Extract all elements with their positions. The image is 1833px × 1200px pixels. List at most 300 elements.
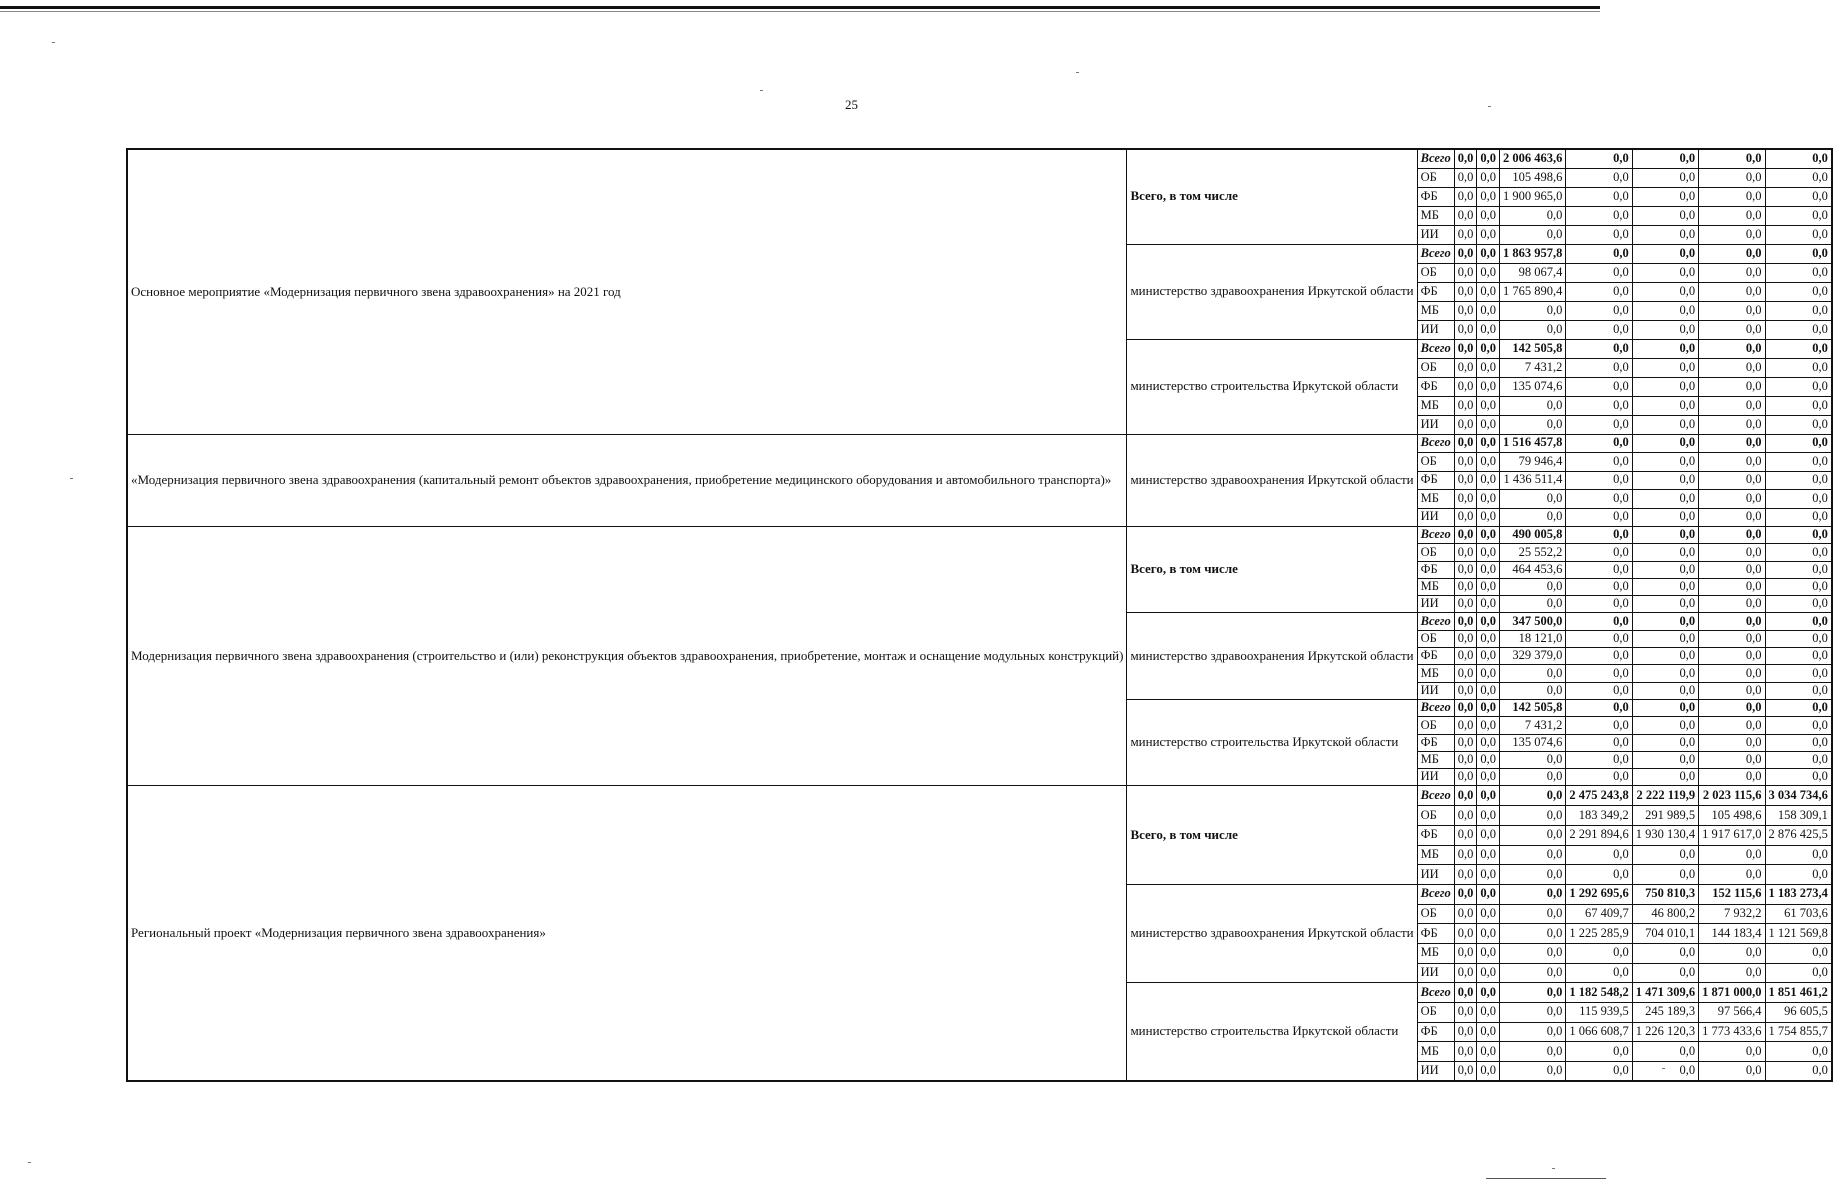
amount-cell: 0,0 xyxy=(1454,1022,1477,1042)
amount-cell: 0,0 xyxy=(1454,806,1477,826)
amount-cell: 0,0 xyxy=(1632,527,1698,544)
amount-cell: 1 225 285,9 xyxy=(1566,924,1632,944)
amount-cell: 0,0 xyxy=(1477,320,1500,339)
amount-cell: 0,0 xyxy=(1477,769,1500,786)
amount-cell: 0,0 xyxy=(1454,682,1477,699)
amount-cell: 0,0 xyxy=(1454,339,1477,358)
amount-cell: 490 005,8 xyxy=(1500,527,1566,544)
amount-cell: 0,0 xyxy=(1699,699,1765,716)
amount-cell: 0,0 xyxy=(1765,1042,1832,1062)
funding-source: ОБ xyxy=(1417,453,1454,472)
amount-cell: 0,0 xyxy=(1632,717,1698,734)
amount-cell: 0,0 xyxy=(1454,884,1477,904)
amount-cell: 2 876 425,5 xyxy=(1765,825,1832,845)
amount-cell: 0,0 xyxy=(1500,769,1566,786)
amount-cell: 0,0 xyxy=(1477,983,1500,1003)
budget-table-body xyxy=(127,149,1832,1081)
funding-source: Всего xyxy=(1417,244,1454,263)
amount-cell: 0,0 xyxy=(1632,244,1698,263)
amount-cell: 0,0 xyxy=(1632,263,1698,282)
amount-cell: 0,0 xyxy=(1699,453,1765,472)
amount-cell: 0,0 xyxy=(1566,168,1632,187)
amount-cell: 0,0 xyxy=(1500,943,1566,963)
amount-cell: 0,0 xyxy=(1454,734,1477,751)
amount-cell: 0,0 xyxy=(1765,682,1832,699)
table-row xyxy=(127,434,1832,453)
amount-cell: 0,0 xyxy=(1566,699,1632,716)
amount-cell: 0,0 xyxy=(1477,471,1500,490)
amount-cell: 0,0 xyxy=(1454,845,1477,865)
funding-source: ИИ xyxy=(1417,415,1454,434)
executor-name: Всего, в том числе xyxy=(1127,149,1417,244)
amount-cell: 0,0 xyxy=(1454,613,1477,630)
amount-cell: 0,0 xyxy=(1765,734,1832,751)
amount-cell: 0,0 xyxy=(1765,434,1832,453)
amount-cell: 0,0 xyxy=(1566,682,1632,699)
amount-cell: 0,0 xyxy=(1454,963,1477,983)
amount-cell: 0,0 xyxy=(1500,225,1566,244)
amount-cell: 0,0 xyxy=(1699,769,1765,786)
amount-cell: 0,0 xyxy=(1500,490,1566,509)
amount-cell: 2 475 243,8 xyxy=(1566,786,1632,806)
amount-cell: 46 800,2 xyxy=(1632,904,1698,924)
amount-cell: 0,0 xyxy=(1566,149,1632,168)
amount-cell: 1 182 548,2 xyxy=(1566,983,1632,1003)
executor-name: министерство строительства Иркутской области xyxy=(1127,983,1417,1081)
executor-name: Всего, в том числе xyxy=(1127,527,1417,613)
amount-cell: 0,0 xyxy=(1765,578,1832,595)
amount-cell: 0,0 xyxy=(1477,943,1500,963)
executor-name: министерство здравоохранения Иркутской области xyxy=(1127,434,1417,527)
amount-cell: 0,0 xyxy=(1500,884,1566,904)
amount-cell: 0,0 xyxy=(1477,630,1500,647)
amount-cell: 0,0 xyxy=(1477,508,1500,527)
funding-source: ИИ xyxy=(1417,682,1454,699)
amount-cell: 0,0 xyxy=(1699,751,1765,768)
amount-cell: 0,0 xyxy=(1454,1062,1477,1082)
amount-cell: 0,0 xyxy=(1765,630,1832,647)
funding-source: ФБ xyxy=(1417,825,1454,845)
amount-cell: 0,0 xyxy=(1454,983,1477,1003)
amount-cell: 1 516 457,8 xyxy=(1500,434,1566,453)
amount-cell: 0,0 xyxy=(1765,244,1832,263)
amount-cell: 0,0 xyxy=(1699,508,1765,527)
amount-cell: 0,0 xyxy=(1454,225,1477,244)
amount-cell: 0,0 xyxy=(1765,263,1832,282)
amount-cell: 0,0 xyxy=(1454,924,1477,944)
amount-cell: 0,0 xyxy=(1454,786,1477,806)
amount-cell: 0,0 xyxy=(1477,282,1500,301)
amount-cell: 0,0 xyxy=(1566,665,1632,682)
scan-top-border xyxy=(0,6,1600,9)
funding-source: ОБ xyxy=(1417,806,1454,826)
amount-cell: 0,0 xyxy=(1566,648,1632,665)
amount-cell: 0,0 xyxy=(1477,453,1500,472)
amount-cell: 0,0 xyxy=(1500,596,1566,613)
amount-cell: 0,0 xyxy=(1632,225,1698,244)
amount-cell: 0,0 xyxy=(1566,943,1632,963)
amount-cell: 2 006 463,6 xyxy=(1500,149,1566,168)
amount-cell: 0,0 xyxy=(1454,149,1477,168)
amount-cell: 0,0 xyxy=(1500,924,1566,944)
amount-cell: 0,0 xyxy=(1454,665,1477,682)
amount-cell: 0,0 xyxy=(1500,206,1566,225)
amount-cell: 0,0 xyxy=(1699,149,1765,168)
amount-cell: 0,0 xyxy=(1477,845,1500,865)
amount-cell: 0,0 xyxy=(1699,943,1765,963)
executor-name: Всего, в том числе xyxy=(1127,786,1417,884)
amount-cell: 0,0 xyxy=(1765,544,1832,561)
funding-source: Всего xyxy=(1417,434,1454,453)
amount-cell: 329 379,0 xyxy=(1500,648,1566,665)
amount-cell: 0,0 xyxy=(1632,206,1698,225)
amount-cell: 0,0 xyxy=(1566,187,1632,206)
amount-cell: 0,0 xyxy=(1566,630,1632,647)
amount-cell: 0,0 xyxy=(1500,751,1566,768)
amount-cell: 0,0 xyxy=(1765,396,1832,415)
amount-cell: 7 932,2 xyxy=(1699,904,1765,924)
funding-source: Всего xyxy=(1417,339,1454,358)
amount-cell: 0,0 xyxy=(1500,865,1566,885)
amount-cell: 0,0 xyxy=(1765,377,1832,396)
amount-cell: 0,0 xyxy=(1632,187,1698,206)
scan-speck xyxy=(52,42,55,43)
executor-name: министерство здравоохранения Иркутской области xyxy=(1127,244,1417,339)
amount-cell: 1 226 120,3 xyxy=(1632,1022,1698,1042)
amount-cell: 0,0 xyxy=(1765,751,1832,768)
amount-cell: 0,0 xyxy=(1500,983,1566,1003)
amount-cell: 0,0 xyxy=(1699,717,1765,734)
amount-cell: 0,0 xyxy=(1699,282,1765,301)
amount-cell: 0,0 xyxy=(1566,434,1632,453)
amount-cell: 0,0 xyxy=(1500,963,1566,983)
amount-cell: 0,0 xyxy=(1477,434,1500,453)
amount-cell: 0,0 xyxy=(1699,613,1765,630)
amount-cell: 0,0 xyxy=(1566,1042,1632,1062)
amount-cell: 0,0 xyxy=(1454,769,1477,786)
amount-cell: 0,0 xyxy=(1632,282,1698,301)
amount-cell: 0,0 xyxy=(1632,630,1698,647)
funding-source: ИИ xyxy=(1417,320,1454,339)
amount-cell: 183 349,2 xyxy=(1566,806,1632,826)
amount-cell: 0,0 xyxy=(1566,206,1632,225)
amount-cell: 1 851 461,2 xyxy=(1765,983,1832,1003)
amount-cell: 0,0 xyxy=(1477,904,1500,924)
amount-cell: 1 183 273,4 xyxy=(1765,884,1832,904)
amount-cell: 0,0 xyxy=(1477,149,1500,168)
funding-source: ФБ xyxy=(1417,561,1454,578)
amount-cell: 0,0 xyxy=(1500,682,1566,699)
section-name: Основное мероприятие «Модернизация первичного звена здравоохранения» на 2021 год xyxy=(127,149,1127,434)
amount-cell: 0,0 xyxy=(1454,825,1477,845)
funding-source: ФБ xyxy=(1417,1022,1454,1042)
amount-cell: 0,0 xyxy=(1632,544,1698,561)
amount-cell: 0,0 xyxy=(1699,1062,1765,1082)
amount-cell: 0,0 xyxy=(1500,1022,1566,1042)
amount-cell: 0,0 xyxy=(1632,943,1698,963)
amount-cell: 0,0 xyxy=(1765,943,1832,963)
funding-source: ФБ xyxy=(1417,377,1454,396)
amount-cell: 0,0 xyxy=(1699,865,1765,885)
amount-cell: 0,0 xyxy=(1632,682,1698,699)
scan-speck xyxy=(28,1162,31,1163)
amount-cell: 0,0 xyxy=(1632,699,1698,716)
amount-cell: 135 074,6 xyxy=(1500,734,1566,751)
amount-cell: 0,0 xyxy=(1566,377,1632,396)
amount-cell: 0,0 xyxy=(1632,508,1698,527)
amount-cell: 0,0 xyxy=(1632,613,1698,630)
amount-cell: 0,0 xyxy=(1477,527,1500,544)
amount-cell: 135 074,6 xyxy=(1500,377,1566,396)
amount-cell: 0,0 xyxy=(1765,206,1832,225)
amount-cell: 704 010,1 xyxy=(1632,924,1698,944)
amount-cell: 2 291 894,6 xyxy=(1566,825,1632,845)
amount-cell: 0,0 xyxy=(1500,578,1566,595)
amount-cell: 0,0 xyxy=(1454,490,1477,509)
amount-cell: 0,0 xyxy=(1454,453,1477,472)
amount-cell: 0,0 xyxy=(1454,301,1477,320)
amount-cell: 0,0 xyxy=(1566,613,1632,630)
funding-source: МБ xyxy=(1417,490,1454,509)
amount-cell: 1 471 309,6 xyxy=(1632,983,1698,1003)
amount-cell: 0,0 xyxy=(1566,320,1632,339)
amount-cell: 0,0 xyxy=(1477,206,1500,225)
amount-cell: 0,0 xyxy=(1566,561,1632,578)
amount-cell: 0,0 xyxy=(1699,490,1765,509)
amount-cell: 0,0 xyxy=(1477,1022,1500,1042)
amount-cell: 0,0 xyxy=(1500,1003,1566,1023)
amount-cell: 0,0 xyxy=(1477,963,1500,983)
amount-cell: 1 871 000,0 xyxy=(1699,983,1765,1003)
funding-source: Всего xyxy=(1417,884,1454,904)
amount-cell: 2 023 115,6 xyxy=(1699,786,1765,806)
amount-cell: 0,0 xyxy=(1454,471,1477,490)
amount-cell: 0,0 xyxy=(1454,904,1477,924)
amount-cell: 0,0 xyxy=(1477,717,1500,734)
amount-cell: 0,0 xyxy=(1500,665,1566,682)
scan-speck xyxy=(1076,72,1079,73)
amount-cell: 0,0 xyxy=(1632,561,1698,578)
amount-cell: 0,0 xyxy=(1765,717,1832,734)
funding-source: МБ xyxy=(1417,943,1454,963)
amount-cell: 0,0 xyxy=(1765,613,1832,630)
scan-speck xyxy=(1488,106,1491,107)
amount-cell: 0,0 xyxy=(1632,168,1698,187)
funding-source: Всего xyxy=(1417,786,1454,806)
amount-cell: 0,0 xyxy=(1477,1062,1500,1082)
amount-cell: 0,0 xyxy=(1477,225,1500,244)
amount-cell: 0,0 xyxy=(1699,301,1765,320)
amount-cell: 0,0 xyxy=(1765,301,1832,320)
amount-cell: 0,0 xyxy=(1477,734,1500,751)
amount-cell: 0,0 xyxy=(1477,490,1500,509)
amount-cell: 0,0 xyxy=(1454,168,1477,187)
amount-cell: 0,0 xyxy=(1699,320,1765,339)
amount-cell: 0,0 xyxy=(1454,544,1477,561)
amount-cell: 0,0 xyxy=(1632,453,1698,472)
amount-cell: 0,0 xyxy=(1454,358,1477,377)
funding-source: ИИ xyxy=(1417,963,1454,983)
amount-cell: 2 222 119,9 xyxy=(1632,786,1698,806)
amount-cell: 0,0 xyxy=(1477,786,1500,806)
amount-cell: 0,0 xyxy=(1699,1042,1765,1062)
amount-cell: 0,0 xyxy=(1454,596,1477,613)
amount-cell: 0,0 xyxy=(1632,396,1698,415)
funding-source: ФБ xyxy=(1417,648,1454,665)
amount-cell: 0,0 xyxy=(1477,263,1500,282)
amount-cell: 0,0 xyxy=(1632,751,1698,768)
amount-cell: 0,0 xyxy=(1765,769,1832,786)
amount-cell: 67 409,7 xyxy=(1566,904,1632,924)
amount-cell: 0,0 xyxy=(1454,320,1477,339)
funding-source: Всего xyxy=(1417,699,1454,716)
funding-source: Всего xyxy=(1417,983,1454,1003)
amount-cell: 0,0 xyxy=(1477,1042,1500,1062)
funding-source: ОБ xyxy=(1417,1003,1454,1023)
amount-cell: 0,0 xyxy=(1765,282,1832,301)
amount-cell: 0,0 xyxy=(1500,845,1566,865)
amount-cell: 0,0 xyxy=(1566,717,1632,734)
funding-source: ФБ xyxy=(1417,282,1454,301)
amount-cell: 0,0 xyxy=(1477,415,1500,434)
amount-cell: 0,0 xyxy=(1566,508,1632,527)
amount-cell: 0,0 xyxy=(1699,596,1765,613)
amount-cell: 0,0 xyxy=(1454,396,1477,415)
amount-cell: 96 605,5 xyxy=(1765,1003,1832,1023)
amount-cell: 0,0 xyxy=(1699,544,1765,561)
amount-cell: 0,0 xyxy=(1632,1062,1698,1082)
amount-cell: 0,0 xyxy=(1477,648,1500,665)
amount-cell: 0,0 xyxy=(1699,263,1765,282)
amount-cell: 0,0 xyxy=(1765,508,1832,527)
amount-cell: 0,0 xyxy=(1699,665,1765,682)
executor-name: министерство здравоохранения Иркутской области xyxy=(1127,884,1417,982)
funding-source: ИИ xyxy=(1417,596,1454,613)
funding-source: Всего xyxy=(1417,613,1454,630)
amount-cell: 0,0 xyxy=(1566,263,1632,282)
funding-source: ИИ xyxy=(1417,225,1454,244)
amount-cell: 0,0 xyxy=(1454,508,1477,527)
funding-source: ИИ xyxy=(1417,508,1454,527)
funding-source: ФБ xyxy=(1417,924,1454,944)
amount-cell: 0,0 xyxy=(1765,225,1832,244)
amount-cell: 0,0 xyxy=(1699,187,1765,206)
funding-source: МБ xyxy=(1417,578,1454,595)
amount-cell: 0,0 xyxy=(1632,377,1698,396)
amount-cell: 0,0 xyxy=(1500,806,1566,826)
amount-cell: 3 034 734,6 xyxy=(1765,786,1832,806)
amount-cell: 0,0 xyxy=(1699,963,1765,983)
amount-cell: 0,0 xyxy=(1632,490,1698,509)
amount-cell: 0,0 xyxy=(1699,845,1765,865)
amount-cell: 0,0 xyxy=(1454,578,1477,595)
amount-cell: 0,0 xyxy=(1765,845,1832,865)
amount-cell: 0,0 xyxy=(1765,963,1832,983)
funding-source: МБ xyxy=(1417,206,1454,225)
amount-cell: 0,0 xyxy=(1765,168,1832,187)
amount-cell: 0,0 xyxy=(1566,769,1632,786)
amount-cell: 0,0 xyxy=(1699,377,1765,396)
funding-source: ФБ xyxy=(1417,734,1454,751)
amount-cell: 0,0 xyxy=(1699,578,1765,595)
amount-cell: 0,0 xyxy=(1477,358,1500,377)
amount-cell: 152 115,6 xyxy=(1699,884,1765,904)
amount-cell: 0,0 xyxy=(1566,244,1632,263)
amount-cell: 0,0 xyxy=(1454,282,1477,301)
funding-source: ОБ xyxy=(1417,358,1454,377)
amount-cell: 0,0 xyxy=(1454,244,1477,263)
amount-cell: 0,0 xyxy=(1699,682,1765,699)
amount-cell: 0,0 xyxy=(1477,751,1500,768)
table-row xyxy=(127,149,1832,168)
amount-cell: 0,0 xyxy=(1477,596,1500,613)
amount-cell: 0,0 xyxy=(1765,561,1832,578)
amount-cell: 97 566,4 xyxy=(1699,1003,1765,1023)
amount-cell: 347 500,0 xyxy=(1500,613,1566,630)
amount-cell: 0,0 xyxy=(1699,648,1765,665)
amount-cell: 0,0 xyxy=(1454,206,1477,225)
amount-cell: 105 498,6 xyxy=(1699,806,1765,826)
amount-cell: 0,0 xyxy=(1699,339,1765,358)
amount-cell: 0,0 xyxy=(1500,396,1566,415)
amount-cell: 0,0 xyxy=(1632,301,1698,320)
scan-speck xyxy=(1552,1168,1555,1169)
amount-cell: 0,0 xyxy=(1500,508,1566,527)
amount-cell: 0,0 xyxy=(1765,527,1832,544)
amount-cell: 0,0 xyxy=(1477,665,1500,682)
amount-cell: 61 703,6 xyxy=(1765,904,1832,924)
amount-cell: 0,0 xyxy=(1566,596,1632,613)
amount-cell: 0,0 xyxy=(1699,244,1765,263)
amount-cell: 0,0 xyxy=(1632,665,1698,682)
amount-cell: 1 436 511,4 xyxy=(1500,471,1566,490)
amount-cell: 0,0 xyxy=(1765,490,1832,509)
amount-cell: 0,0 xyxy=(1699,225,1765,244)
amount-cell: 0,0 xyxy=(1500,904,1566,924)
scan-top-border-secondary xyxy=(0,11,1600,12)
amount-cell: 0,0 xyxy=(1632,769,1698,786)
scan-speck xyxy=(70,478,73,479)
amount-cell: 0,0 xyxy=(1477,396,1500,415)
amount-cell: 0,0 xyxy=(1699,168,1765,187)
amount-cell: 1 066 608,7 xyxy=(1566,1022,1632,1042)
amount-cell: 0,0 xyxy=(1699,358,1765,377)
amount-cell: 0,0 xyxy=(1566,1062,1632,1082)
amount-cell: 0,0 xyxy=(1477,377,1500,396)
amount-cell: 0,0 xyxy=(1477,578,1500,595)
executor-name: министерство строительства Иркутской области xyxy=(1127,699,1417,785)
amount-cell: 0,0 xyxy=(1699,630,1765,647)
amount-cell: 0,0 xyxy=(1454,1003,1477,1023)
amount-cell: 0,0 xyxy=(1566,453,1632,472)
amount-cell: 0,0 xyxy=(1632,865,1698,885)
section-name: Региональный проект «Модернизация первичного звена здравоохранения» xyxy=(127,786,1127,1081)
amount-cell: 0,0 xyxy=(1454,377,1477,396)
amount-cell: 1 292 695,6 xyxy=(1566,884,1632,904)
amount-cell: 0,0 xyxy=(1477,613,1500,630)
amount-cell: 142 505,8 xyxy=(1500,699,1566,716)
amount-cell: 750 810,3 xyxy=(1632,884,1698,904)
amount-cell: 0,0 xyxy=(1566,225,1632,244)
budget-table xyxy=(126,148,1833,1082)
executor-name: министерство строительства Иркутской области xyxy=(1127,339,1417,434)
amount-cell: 0,0 xyxy=(1500,320,1566,339)
amount-cell: 0,0 xyxy=(1566,578,1632,595)
funding-source: МБ xyxy=(1417,751,1454,768)
amount-cell: 0,0 xyxy=(1566,301,1632,320)
funding-source: МБ xyxy=(1417,396,1454,415)
amount-cell: 0,0 xyxy=(1454,561,1477,578)
